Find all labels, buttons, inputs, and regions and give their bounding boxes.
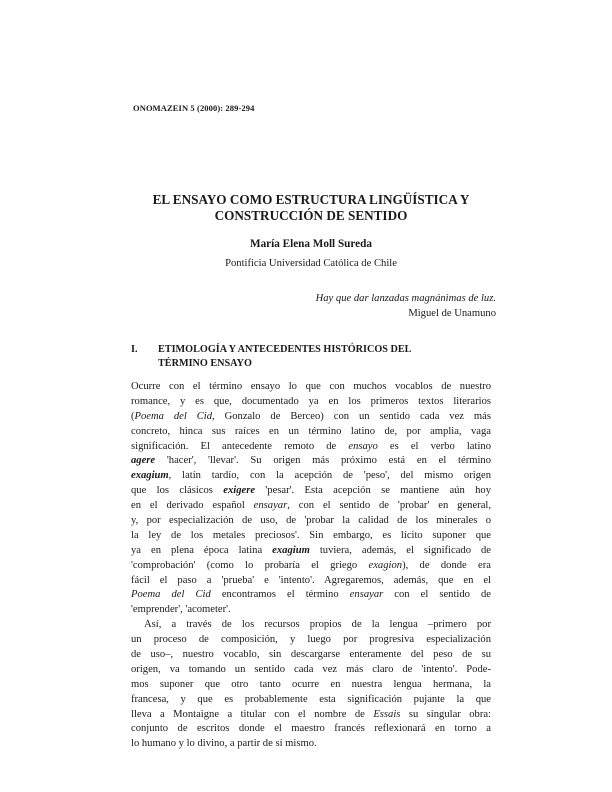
body-line: un proceso de composición, y luego por progresiva especialización xyxy=(131,634,491,646)
body-line: mos suponer que otro tanto ocurre en nuestra lengua hermana, la xyxy=(131,678,491,690)
journal-reference: ONOMAZEIN 5 (2000): 289-294 xyxy=(133,103,255,113)
body-line: concreto, hinca sus raíces en un término latino de, por amplia, vaga xyxy=(131,425,491,437)
body-line: Poema del Cid encontramos el término ensayar con el sentido de xyxy=(131,589,491,601)
body-line: en el derivado español ensayar, con el sentido de 'probar' en general, xyxy=(131,500,491,512)
body-line: 'comprobación' (como lo probaría el griego exagion), de donde era xyxy=(131,559,491,571)
article-title xyxy=(120,192,502,224)
body-line: conjunto de escritos donde el maestro francés reflexionará en torno a xyxy=(131,723,491,735)
author-name: María Elena Moll Sureda xyxy=(250,238,372,250)
body-line: agere 'hacer', 'llevar'. Su origen más próximo está en el término xyxy=(131,455,491,467)
body-line: francesa, y que es probablemente esta significación pujante la que xyxy=(131,693,491,705)
body-line: fácil el paso a 'prueba' e 'intento'. Agregaremos, además, que en el xyxy=(131,574,491,586)
body-line: que los clásicos exigere 'pesar'. Esta acepción se mantiene aún hoy xyxy=(131,485,492,497)
body-text xyxy=(131,380,491,752)
body-line: exagium, latín tardío, con la acepción de 'peso', del mismo origen xyxy=(131,470,491,482)
title-line: EL ENSAYO COMO ESTRUCTURA LINGÜÍSTICA Y xyxy=(152,192,470,207)
body-line: lleva a Montaigne a titular con el nombre de Essais su singular obra: xyxy=(131,708,491,720)
body-line: significación. El antecedente remoto de ensayo es el verbo latino xyxy=(131,440,491,452)
body-line: romance, y es que, documentado ya en los primeros textos literarios xyxy=(131,395,491,407)
body-line: y, por especialización de uso, de 'probar la calidad de los minerales o xyxy=(131,515,491,527)
section-title-line: ETIMOLOGÍA Y ANTECEDENTES HISTÓRICOS DEL xyxy=(158,344,412,355)
section-title-line: TÉRMINO ENSAYO xyxy=(158,358,252,369)
body-line: lo humano y lo divino, a partir de sí mismo. xyxy=(131,738,317,750)
body-line: la ley de los metales preciosos'. Sin embargo, es lícito suponer que xyxy=(131,529,491,541)
section-number: I. xyxy=(131,344,138,355)
body-line: de uso–, nuestro vocablo, sin descargarse enteramente del peso de su xyxy=(131,649,491,661)
epigraph-attribution: Miguel de Unamuno xyxy=(408,307,496,319)
epigraph xyxy=(250,292,496,321)
title-line: CONSTRUCCIÓN DE SENTIDO xyxy=(214,208,408,223)
body-line: origen, va tomando un sentido cada vez más claro de 'intento'. Pode- xyxy=(131,663,491,675)
epigraph-quote: Hay que dar lanzadas magnánimas de luz. xyxy=(315,293,496,304)
body-line: Así, a través de los recursos propios de la lengua –primero por xyxy=(144,619,491,631)
body-line: (Poema del Cid, Gonzalo de Berceo) con un sentido cada vez más xyxy=(131,410,491,422)
body-line: ya en plena época latina exagium tuviera, además, el significado de xyxy=(131,544,491,556)
body-line: Ocurre con el término ensayo lo que con muchos vocablos de nuestro xyxy=(131,381,491,392)
body-line: 'emprender', 'acometer'. xyxy=(131,604,231,616)
author-affiliation: Pontificia Universidad Católica de Chile xyxy=(225,258,397,269)
